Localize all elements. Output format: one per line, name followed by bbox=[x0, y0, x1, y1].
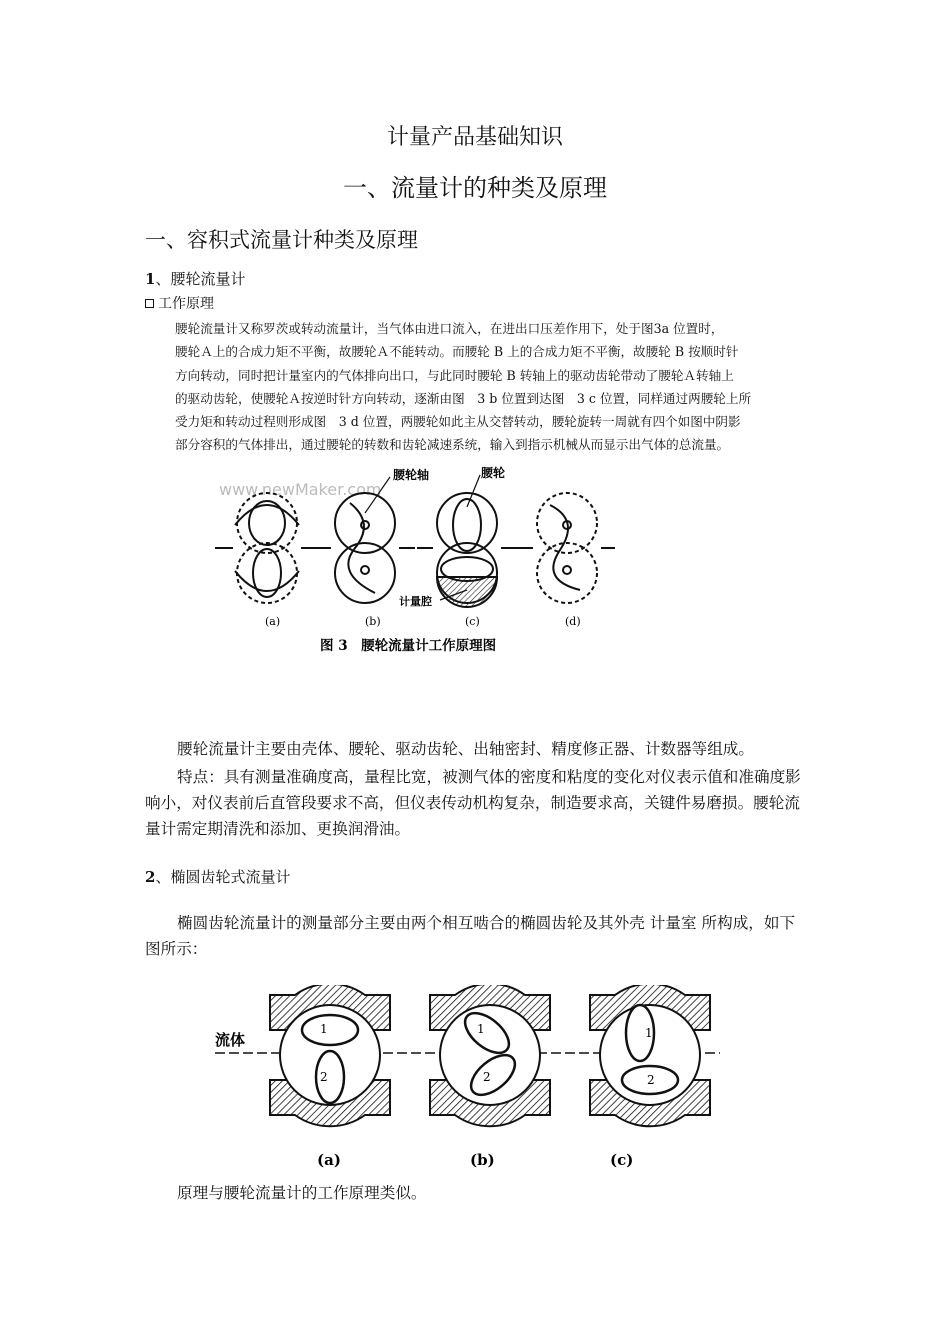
gear-unit-c bbox=[590, 985, 710, 1126]
checkbox-bullet-icon bbox=[145, 299, 154, 308]
item1-title: 、腰轮流量计 bbox=[155, 270, 246, 288]
paragraph-line: 部分容积的气体排出，通过腰轮的转数和齿轮减速系统，输入到指示机械从而显示出气体的总流量。 bbox=[175, 437, 730, 453]
watermark-text: www.newMaker.com bbox=[219, 480, 382, 499]
panel-label-b: (b) bbox=[470, 1151, 495, 1169]
panel-label-d: (d) bbox=[565, 615, 581, 628]
document-subtitle: 一、流量计的种类及原理 bbox=[343, 174, 607, 202]
item1-heading bbox=[145, 268, 245, 289]
features-paragraph: 特点：具有测量准确度高，量程比宽，被测气体的密度和粘度的变化对仪表示值和准确度影响小，对仪表前后直管段要求不高，但仪表传动机构复杂，制造要求高，关键件易磨损。腰轮流量计需定期清洗和添加、更换润滑油。 bbox=[145, 768, 801, 838]
section-heading: 一、容积式流量计种类及原理 bbox=[145, 228, 418, 252]
label-chamber: 计量腔 bbox=[399, 595, 432, 608]
gear-label-1: 1 bbox=[320, 1022, 328, 1036]
panel-d-diagram bbox=[517, 493, 615, 603]
gear-label-1: 1 bbox=[645, 1026, 653, 1040]
item2-title: 、椭圆齿轮式流量计 bbox=[155, 868, 291, 886]
gear-label-1: 1 bbox=[477, 1022, 485, 1036]
panel-label-a: (a) bbox=[265, 615, 281, 628]
gear-label-2: 2 bbox=[320, 1070, 328, 1084]
panel-label-c: (c) bbox=[465, 615, 480, 628]
item1-number: 1 bbox=[145, 270, 156, 288]
item1-subheading bbox=[145, 293, 214, 313]
item1-principle-paragraph bbox=[175, 317, 815, 457]
gear-unit-b bbox=[430, 985, 550, 1126]
label-wheel: 腰轮 bbox=[481, 466, 506, 480]
oval-gear-figure bbox=[215, 985, 725, 1170]
gear-label-2: 2 bbox=[483, 1070, 491, 1084]
document-title: 计量产品基础知识 bbox=[386, 125, 563, 150]
paragraph-line: 受力矩和转动过程则形成图 3 d 位置，两腰轮如此主从交替转动，腰轮旋转一周就有四个如图中阴影 bbox=[175, 414, 741, 430]
paragraph-line: 腰轮流量计又称罗茨或转动流量计，当气体由进口流入，在进出口压差作用下，处于图3a 位置时， bbox=[175, 321, 724, 336]
panel-label-c: (c) bbox=[610, 1151, 634, 1169]
item1-subheading-text: 工作原理 bbox=[158, 296, 214, 312]
fluid-label: 流体 bbox=[215, 1031, 246, 1049]
closing-paragraph: 原理与腰轮流量计的工作原理类似。 bbox=[177, 1184, 427, 1202]
paragraph-line: 方向转动，同时把计量室内的气体排向出口，与此同时腰轮 B 转轴上的驱动齿轮带动了腰轮Ａ转轴上 bbox=[175, 367, 734, 383]
figure-caption: 图 3 腰轮流量计工作原理图 bbox=[320, 638, 497, 654]
panel-label-b: (b) bbox=[365, 615, 381, 628]
roots-flowmeter-figure bbox=[205, 465, 625, 665]
gear-unit-a bbox=[270, 985, 390, 1126]
panel-a-diagram bbox=[215, 493, 317, 603]
paragraph-line: 的驱动齿轮，使腰轮Ａ按逆时针方向转动，逐渐由图 3 b 位置到达图 3 c 位置，同样通过两腰轮上所 bbox=[175, 390, 752, 406]
label-shaft: 腰轮轴 bbox=[393, 468, 430, 482]
paragraph-line: 腰轮Ａ上的合成力矩不平衡，故腰轮Ａ不能转动。而腰轮 B 上的合成力矩不平衡，故腰轮 B 按顺时针 bbox=[175, 344, 739, 360]
panel-c-diagram bbox=[417, 493, 517, 607]
item2-heading bbox=[145, 866, 290, 887]
item2-number: 2 bbox=[145, 868, 156, 886]
item2-paragraph: 椭圆齿轮流量计的测量部分主要由两个相互啮合的椭圆齿轮及其外壳 计量室 所构成，如下图所示： bbox=[145, 914, 796, 958]
gear-label-2: 2 bbox=[647, 1073, 655, 1087]
panel-label-a: (a) bbox=[317, 1151, 341, 1169]
panel-b-diagram bbox=[317, 493, 415, 603]
composition-paragraph: 腰轮流量计主要由壳体、腰轮、驱动齿轮、出轴密封、精度修正器、计数器等组成。 bbox=[177, 740, 754, 758]
